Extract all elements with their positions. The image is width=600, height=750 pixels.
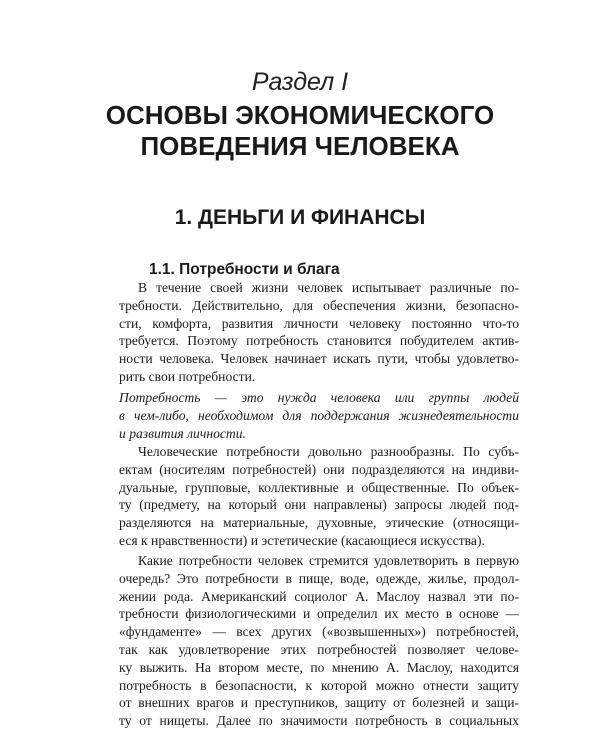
text-line: дуальные, групповые, коллективные и общественные. По объек- xyxy=(119,479,519,495)
text-line: рить свои потребности. xyxy=(119,368,256,384)
section-label: Раздел I xyxy=(251,68,349,96)
section-title xyxy=(0,100,600,162)
text-line: жении рода. Американский социолог А. Маслоу назвал эти по- xyxy=(119,588,519,604)
text-line: ту от нищеты. Далее по значимости потребность в социальных xyxy=(119,713,519,729)
paragraph-intro xyxy=(119,279,519,386)
text-line: требности физиологическими и определил их место в основе — xyxy=(119,606,519,622)
text-line: в чем-либо, необходимом для поддержания жизнедеятельности xyxy=(119,407,519,423)
text-line: ку выжить. На втором месте, по мнению А. Маслоу, находится xyxy=(119,659,519,675)
text-line: Человеческие потребности довольно разнообразны. По субъ- xyxy=(138,444,519,459)
text-line: требности. Действительно, для обеспечения жизни, безопасно- xyxy=(119,297,519,313)
text-line: ектам (носителям потребностей) они подразделяются на индиви- xyxy=(119,461,519,477)
subsection-title: 1.1. Потребности и блага xyxy=(149,261,340,278)
paragraph-types xyxy=(119,443,519,550)
text-line: требуется. Поэтому потребность становится побудителем актив- xyxy=(119,333,519,349)
paragraph-maslow xyxy=(119,552,519,730)
text-line: так как удовлетворение этих потребностей позволяет челове- xyxy=(119,641,519,657)
text-line: потребность в безопасности, к которой можно отнести защиту xyxy=(119,677,519,693)
text-line: сти, комфорта, развития личности человеку постоянно что-то xyxy=(119,315,519,331)
chapter-title: 1. ДЕНЬГИ И ФИНАНСЫ xyxy=(174,206,426,229)
text-line: Какие потребности человек стремится удовлетворить в первую xyxy=(138,553,519,568)
text-line: и развития личности. xyxy=(119,425,246,441)
text-line: очередь? Это потребности в пище, воде, одежде, жилье, продол- xyxy=(119,570,519,586)
text-line: «фундаменте» — всех других («возвышенных») потребностей, xyxy=(119,624,519,640)
text-line: Потребность — это нужда человека или группы людей xyxy=(119,390,519,405)
text-line: разделяются на материальные, духовные, этические (относящи- xyxy=(119,515,519,531)
text-line: от внешних врагов и преступников, защиту от болезней и защи- xyxy=(119,695,519,711)
definition-paragraph xyxy=(119,389,519,442)
text-line: ту (предмету, на который они направлены) запросы людей под- xyxy=(119,497,519,513)
text-line: В течение своей жизни человек испытывает различные по- xyxy=(138,280,519,295)
text-line: ности человека. Человек начинает искать пути, чтобы удовлетво- xyxy=(119,351,519,367)
text-line: еся к нравственности) и эстетические (касающиеся искусства). xyxy=(119,532,485,548)
section-title-line-2: ПОВЕДЕНИЯ ЧЕЛОВЕКА xyxy=(140,131,460,161)
section-title-line-1: ОСНОВЫ ЭКОНОМИЧЕСКОГО xyxy=(105,100,495,130)
